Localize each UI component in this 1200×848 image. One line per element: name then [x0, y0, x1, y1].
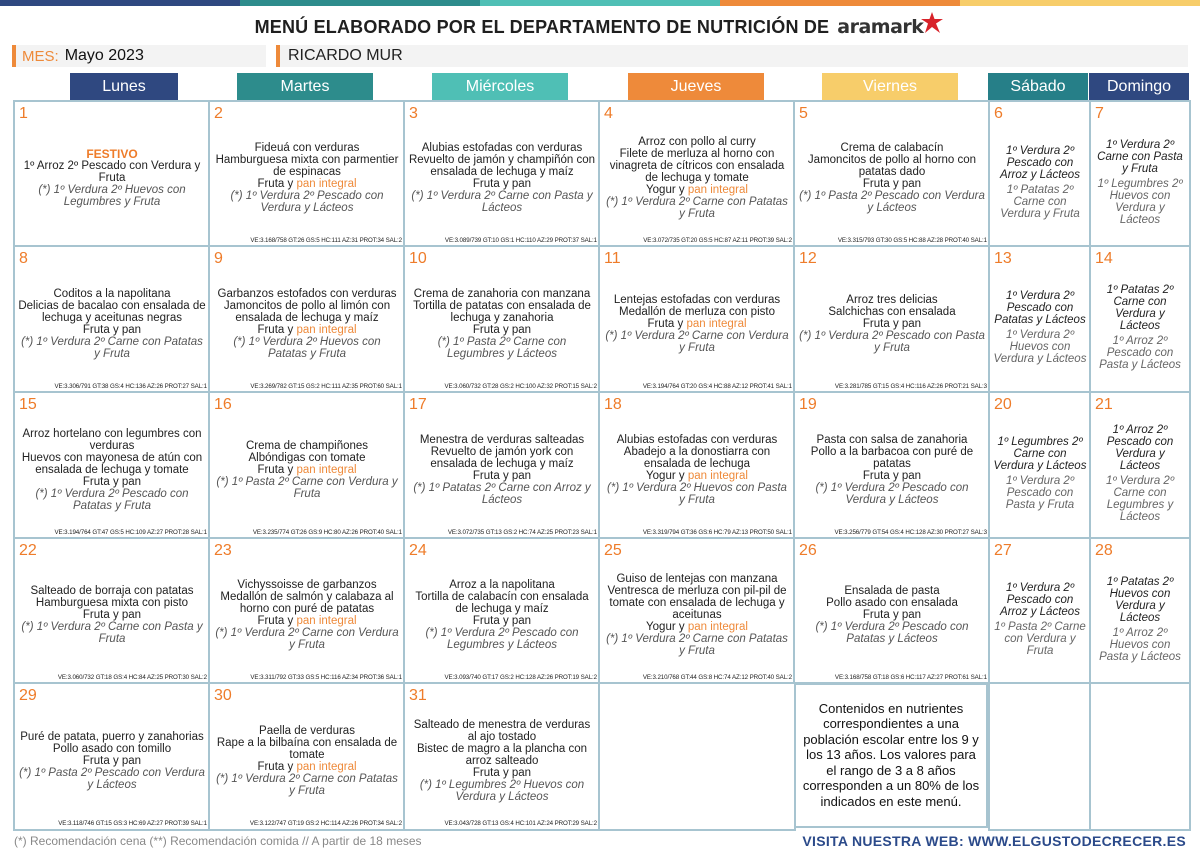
menu-dish: Bistec de magro a la plancha con arroz salteado: [416, 742, 588, 767]
nutrition-values: VE:3.194/764 GT:47 GS:5 HC:109 AZ:27 PROT:28 SAL:1: [54, 529, 207, 536]
day-cell: [1089, 537, 1191, 685]
month-label: MES:: [22, 47, 59, 65]
wholegrain-bread-label: pan integral: [296, 323, 357, 336]
menu-dish: Fruta y pan: [862, 609, 922, 621]
day-cell: [793, 537, 991, 685]
day-number: 16: [214, 396, 232, 413]
day-number: 21: [1095, 396, 1113, 413]
dinner-recommendation: (*) 1º Verdura 2º Huevos con Pasta y Fruta: [607, 481, 787, 506]
dinner-recommendation: (*) 1º Verdura 2º Carne con Patatas y Fruta: [21, 335, 203, 360]
menu-content: [18, 561, 206, 669]
footer-note: (*) Recomendación cena (**) Recomendación comida // A partir de 18 meses: [14, 834, 422, 848]
day-header-1: Martes: [237, 73, 373, 100]
menu-content: [408, 269, 596, 378]
aramark-logo: [837, 16, 945, 38]
day-number: 17: [409, 396, 427, 413]
menu-dish: Guiso de lentejas con manzana: [616, 573, 778, 585]
menu-content: [408, 124, 596, 232]
menu-dish: Salchichas con ensalada: [828, 305, 956, 318]
lunch-recommendation: 1º Patatas 2º Huevos con Verdura y Lácteos: [1106, 575, 1174, 624]
menu-content: [798, 124, 986, 232]
dinner-recommendation: (*) 1º Verdura 2º Pescado con Pasta y Fruta: [799, 329, 985, 354]
dinner-recommendation: 1º Arroz 2º Huevos con Pasta y Lácteos: [1099, 626, 1181, 663]
menu-content: [213, 124, 401, 232]
menu-content: [1094, 559, 1186, 679]
menu-dish: Ensalada de pasta: [844, 585, 940, 597]
day-number: 10: [409, 250, 427, 267]
bread-line: Fruta y pan integral: [257, 463, 357, 476]
website-link[interactable]: VISITA NUESTRA WEB: WWW.ELGUSTODECRECER.ES: [802, 833, 1186, 848]
menu-content: [18, 269, 206, 378]
day-cell: [988, 391, 1092, 540]
menu-dish: Alubias estofadas con verduras: [616, 433, 778, 446]
top-color-bar: [0, 0, 1200, 6]
school-name: RICARDO MUR: [276, 45, 1188, 67]
menu-dish: Fideuá con verduras: [254, 142, 360, 154]
menu-dish: Lentejas estofadas con verduras: [613, 293, 781, 306]
nutrition-values: VE:3.269/782 GT:15 GS:2 HC:111 AZ:35 PROT:60 SAL:1: [250, 383, 402, 390]
menu-dish: Fruta y pan: [82, 475, 142, 488]
dinner-recommendation: (*) 1º Verdura 2º Pescado con Verdura y Lácteos: [815, 481, 969, 506]
day-header-2: Miércoles: [432, 73, 568, 100]
menu-dish: Tortilla de calabacín con ensalada de lechuga y maíz: [415, 591, 589, 615]
wholegrain-bread-label: pan integral: [687, 184, 748, 196]
dinner-recommendation: (*) 1º Patatas 2º Carne con Arroz y Lácteos: [413, 481, 591, 506]
day-header-4: Viernes: [822, 73, 958, 100]
nutrition-values: VE:3.072/735 GT:13 GS:2 HC:74 AZ:25 PROT:23 SAL:1: [447, 529, 597, 536]
day-cell: [598, 682, 796, 831]
menu-content: [213, 269, 401, 378]
day-number: 11: [604, 250, 621, 267]
day-cell: [793, 391, 991, 540]
dinner-recommendation: 1º Verdura 2º Huevos con Verdura y Lácteos: [993, 329, 1087, 365]
nutrition-values: VE:3.194/764 GT:20 GS:4 HC:88 AZ:12 PROT:41 SAL:1: [642, 383, 792, 390]
bread-line: Fruta y pan integral: [257, 178, 357, 190]
dinner-recommendation: (*) 1º Legumbres 2º Huevos con Verdura y Lácteos: [419, 778, 585, 803]
day-number: 27: [994, 542, 1012, 559]
menu-content: [213, 706, 401, 815]
day-cell: [208, 537, 406, 685]
day-number: 28: [1095, 542, 1113, 559]
day-cell: [403, 245, 601, 394]
day-number: 9: [214, 250, 223, 267]
day-number: 25: [604, 542, 622, 559]
dinner-recommendation: (*) 1º Verdura 2º Pescado con Verdura y Lácteos: [230, 190, 384, 214]
menu-dish: Jamoncitos de pollo al limón con ensalada de lechuga y maíz: [223, 299, 391, 324]
day-number: 18: [604, 396, 622, 413]
dinner-recommendation: (*) 1º Verdura 2º Huevos con Patatas y Fruta: [233, 335, 381, 360]
day-cell: [403, 391, 601, 540]
star-figure-icon: [919, 11, 945, 35]
menu-content: [798, 269, 986, 378]
day-header-0: Lunes: [70, 73, 178, 100]
day-number: 23: [214, 542, 232, 559]
wholegrain-bread-label: pan integral: [687, 469, 748, 482]
nutrition-values: VE:3.118/746 GT:15 GS:3 HC:69 AZ:27 PROT:39 SAL:1: [58, 820, 207, 827]
menu-dish: Pollo a la barbacoa con puré de patatas: [810, 445, 974, 470]
menu-dish: Pollo asado con tomillo: [52, 742, 172, 755]
menu-dish: Medallón de merluza con pisto: [619, 305, 775, 318]
lunch-recommendation: 1º Legumbres 2º Carne con Verdura y Lácteos: [993, 436, 1087, 472]
day-cell: [403, 100, 601, 248]
menu-dish: Garbanzos estofados con verduras: [217, 287, 397, 300]
bread-line: Yogur y pan integral: [646, 621, 748, 633]
menu-dish: Jamoncitos de pollo al horno con patatas dado: [807, 154, 977, 178]
nutrition-values: VE:3.043/728 GT:13 GS:4 HC:101 AZ:24 PROT:29 SAL:2: [444, 820, 597, 827]
menu-dish: Medallón de salmón y calabaza al horno con puré de patatas: [220, 591, 394, 615]
wholegrain-bread-label: pan integral: [296, 178, 357, 190]
lunch-recommendation: 1º Verdura 2º Pescado con Arroz y Lácteos: [1000, 581, 1080, 618]
menu-content: [993, 413, 1087, 534]
month-value: Mayo 2023: [64, 47, 144, 64]
menu-content: [213, 415, 401, 524]
menu-dish: Arroz con pollo al curry: [638, 136, 756, 148]
bread-line: Yogur y pan integral: [646, 184, 748, 196]
menu-content: [408, 415, 596, 524]
nutrition-values: VE:3.235/774 GT:26 GS:9 HC:80 AZ:26 PROT:40 SAL:1: [252, 529, 402, 536]
dinner-recommendation: (*) 1º Verdura 2º Carne con Patatas y Fruta: [606, 196, 788, 220]
day-number: 20: [994, 396, 1012, 413]
menu-content: [408, 561, 596, 669]
day-cell: [598, 391, 796, 540]
day-cell: [1089, 245, 1191, 394]
day-number: 13: [994, 250, 1012, 267]
menu-dish: Fruta y pan: [862, 469, 922, 482]
day-cell: [1089, 391, 1191, 540]
dinner-recommendation: (*) 1º Verdura 2º Carne con Verdura y Fruta: [215, 627, 399, 651]
menu-dish: Hamburguesa mixta con parmentier de espinacas: [215, 154, 399, 178]
header: [0, 12, 1200, 42]
day-number: 7: [1095, 105, 1104, 122]
menu-dish: Pollo asado con ensalada: [826, 597, 958, 609]
nutrition-values: VE:3.060/732 GT:18 GS:4 HC:84 AZ:25 PROT:30 SAL:2: [57, 674, 207, 681]
day-header-6: Domingo: [1089, 73, 1189, 100]
nutrition-values: VE:3.256/779 GT:54 GS:4 HC:128 AZ:30 PROT:27 SAL:3: [834, 529, 987, 536]
day-cell: [988, 537, 1092, 685]
nutrition-values: VE:3.210/768 GT:44 GS:8 HC:74 AZ:12 PROT:40 SAL:2: [642, 674, 792, 681]
day-number: 1: [19, 105, 28, 122]
day-cell: [13, 100, 211, 248]
day-cell: [208, 682, 406, 831]
menu-dish: Arroz tres delicias: [846, 293, 938, 306]
day-number: 14: [1095, 250, 1113, 267]
dinner-recommendation: (*) 1º Verdura 2º Pescado con Legumbres y Lácteos: [425, 627, 579, 651]
menu-content: [18, 124, 206, 232]
menu-dish: Crema de calabacín: [840, 142, 944, 154]
dinner-recommendation: (*) 1º Verdura 2º Carne con Pasta y Fruta: [21, 621, 203, 645]
dinner-recommendation: (*) 1º Verdura 2º Carne con Verdura y Fruta: [605, 329, 789, 354]
lunch-recommendation: 1º Arroz 2º Pescado con Verdura y Lácteos: [1106, 424, 1174, 472]
day-cell: [13, 391, 211, 540]
nutrition-values: VE:3.315/793 GT:30 GS:5 HC:88 AZ:28 PROT:40 SAL:1: [837, 237, 987, 244]
day-number: 19: [799, 396, 817, 413]
nutrition-values: VE:3.168/758 GT:18 GS:6 HC:117 AZ:27 PROT:61 SAL:1: [834, 674, 987, 681]
day-number: 31: [409, 687, 427, 704]
menu-dish: Hamburguesa mixta con pisto: [35, 597, 189, 609]
nutrition-values: VE:3.168/758 GT:26 GS:5 HC:111 AZ:31 PROT:34 SAL:2: [250, 237, 402, 244]
dinner-recommendation: 1º Verdura 2º Pescado con Pasta y Fruta: [1005, 475, 1075, 511]
menu-dish: Crema de champiñones: [245, 439, 369, 452]
menu-content: [798, 561, 986, 669]
menu-content: [408, 706, 596, 815]
menu-dish: Vichyssoisse de garbanzos: [237, 579, 377, 591]
day-cell: [988, 100, 1092, 248]
wholegrain-bread-label: pan integral: [296, 463, 357, 476]
day-number: 3: [409, 105, 418, 122]
bread-line: Fruta y pan integral: [257, 323, 357, 336]
day-cell: [988, 682, 1092, 831]
day-cell: [208, 391, 406, 540]
menu-content: [993, 267, 1087, 388]
menu-dish: Revuelto de jamón y champiñón con ensalada de lechuga y maíz: [408, 154, 596, 178]
day-cell: [598, 245, 796, 394]
dinner-recommendation: 1º Arroz 2º Pescado con Pasta y Lácteos: [1099, 335, 1181, 371]
day-number: 29: [19, 687, 37, 704]
wholegrain-bread-label: pan integral: [296, 615, 357, 627]
menu-dish: Fruta y pan: [82, 609, 142, 621]
day-cell: [598, 537, 796, 685]
dinner-recommendation: (*) 1º Verdura 2º Pescado con Patatas y Lácteos: [815, 621, 969, 645]
menu-dish: Puré de patata, puerro y zanahorias: [20, 730, 204, 743]
menu-dish: Fruta y pan: [82, 754, 142, 767]
nutrition-values: VE:3.089/739 GT:10 GS:1 HC:110 AZ:29 PROT:37 SAL:1: [444, 237, 597, 244]
menu-dish: Fruta y pan: [862, 317, 922, 330]
day-number: 4: [604, 105, 613, 122]
menu-dish: Delicias de bacalao con ensalada de lechuga y aceitunas negras: [18, 299, 206, 324]
day-cell: [793, 100, 991, 248]
day-number: 6: [994, 105, 1003, 122]
menu-dish: Crema de zanahoria con manzana: [413, 287, 591, 300]
menu-dish: Ventresca de merluza con pil-pil de tomate con ensalada de lechuga y aceitunas: [607, 585, 787, 621]
nutrition-values: VE:3.093/740 GT:17 GS:2 HC:128 AZ:26 PROT:19 SAL:2: [444, 674, 597, 681]
day-number: 8: [19, 250, 28, 267]
day-cell: [1089, 682, 1191, 831]
day-cell: [598, 100, 796, 248]
menu-dish: Rape a la bilbaína con ensalada de tomate: [216, 736, 398, 761]
dinner-recommendation: (*) 1º Verdura 2º Carne con Patatas y Fruta: [606, 633, 788, 657]
day-number: 26: [799, 542, 817, 559]
menu-content: [1094, 267, 1186, 388]
dinner-recommendation: (*) 1º Verdura 2º Carne con Pasta y Lácteos: [411, 190, 593, 214]
day-cell: [13, 537, 211, 685]
bread-line: Fruta y pan integral: [257, 760, 357, 773]
wholegrain-bread-label: pan integral: [296, 760, 357, 773]
wholegrain-bread-label: pan integral: [687, 621, 748, 633]
menu-content: [603, 415, 791, 524]
bread-line: Yogur y pan integral: [646, 469, 748, 482]
menu-dish: Fruta y pan: [472, 766, 532, 779]
menu-dish: Pasta con salsa de zanahoria: [816, 433, 968, 446]
day-cell: [13, 682, 211, 831]
nutrition-values: VE:3.072/735 GT:20 GS:5 HC:87 AZ:11 PROT:39 SAL:2: [643, 237, 792, 244]
holiday-label: FESTIVO: [86, 147, 138, 161]
menu-dish: Arroz hortelano con legumbres con verduras: [22, 427, 202, 452]
menu-content: [18, 415, 206, 524]
nutrition-info-note: Contenidos en nutrientes correspondientes a una población escolar entre los 9 y los 13 años. Los valores para el rango de 3 a 8 años corresponden a un 80% de los indicados en este menú.: [794, 682, 988, 828]
menu-dish: Fruta y pan: [472, 469, 532, 482]
dinner-recommendation: (*) 1º Verdura 2º Huevos con Legumbres y Fruta: [38, 184, 186, 208]
menu-content: [993, 559, 1087, 679]
month-field: [12, 45, 266, 67]
menu-dish: Arroz a la napolitana: [449, 579, 555, 591]
menu-dish: Filete de merluza al horno con vinagreta de cítricos con ensalada de lechuga y tomate: [609, 148, 785, 184]
dinner-recommendation: (*) 1º Pasta 2º Carne con Verdura y Fruta: [216, 475, 398, 500]
wholegrain-bread-label: pan integral: [686, 317, 747, 330]
day-header-3: Jueves: [628, 73, 764, 100]
menu-dish: Revuelto de jamón york con ensalada de lechuga y maíz: [430, 445, 574, 470]
nutrition-values: VE:3.122/747 GT:19 GS:2 HC:114 AZ:26 PROT:34 SAL:2: [249, 820, 402, 827]
menu-content: [603, 124, 791, 232]
day-number: 12: [799, 250, 817, 267]
day-number: 30: [214, 687, 232, 704]
day-cell: [208, 245, 406, 394]
dinner-recommendation: (*) 1º Pasta 2º Pescado con Verdura y Lácteos: [19, 766, 205, 791]
day-number: 15: [19, 396, 37, 413]
menu-dish: Tortilla de patatas con ensalada de lechuga y zanahoria: [413, 299, 591, 324]
nutrition-values: VE:3.319/794 GT:36 GS:6 HC:79 AZ:13 PROT:50 SAL:1: [642, 529, 792, 536]
dinner-recommendation: (*) 1º Verdura 2º Pescado con Patatas y Fruta: [35, 487, 189, 512]
menu-content: [18, 706, 206, 815]
dinner-recommendation: 1º Pasta 2º Carne con Verdura y Fruta: [994, 620, 1086, 657]
nutrition-values: VE:3.281/785 GT:15 GS:4 HC:116 AZ:26 PROT:21 SAL:3: [834, 383, 987, 390]
dinner-recommendation: (*) 1º Verdura 2º Carne con Patatas y Fruta: [216, 772, 398, 797]
dinner-recommendation: 1º Legumbres 2º Huevos con Verdura y Lácteos: [1097, 177, 1183, 226]
menu-dish: Fruta y pan: [472, 615, 532, 627]
nutrition-values: VE:3.311/792 GT:33 GS:5 HC:116 AZ:34 PROT:36 SAL:1: [250, 674, 402, 681]
menu-dish: Menestra de verduras salteadas: [419, 433, 585, 446]
day-cell: [988, 245, 1092, 394]
lunch-recommendation: 1º Patatas 2º Carne con Verdura y Lácteos: [1106, 284, 1174, 332]
day-cell: [403, 537, 601, 685]
bread-line: Fruta y pan integral: [257, 615, 357, 627]
menu-dish: Salteado de menestra de verduras al ajo tostado: [413, 718, 591, 743]
bread-line: Fruta y pan integral: [647, 317, 747, 330]
lunch-recommendation: 1º Verdura 2º Carne con Pasta y Fruta: [1097, 138, 1183, 175]
menu-content: [603, 561, 791, 669]
menu-dish: Fruta y pan: [472, 323, 532, 336]
menu-content: [798, 415, 986, 524]
page-title: MENÚ ELABORADO POR EL DEPARTAMENTO DE NUTRICIÓN DE: [254, 16, 830, 37]
logo-text: aramark: [837, 16, 924, 38]
menu-dish: Albóndigas con tomate: [248, 451, 366, 464]
menu-content: [1094, 122, 1186, 242]
lunch-recommendation: 1º Verdura 2º Pescado con Patatas y Lácteos: [994, 290, 1086, 326]
dinner-recommendation: 1º Patatas 2º Carne con Verdura y Fruta: [1000, 183, 1080, 220]
day-cell: [208, 100, 406, 248]
day-cell: [793, 245, 991, 394]
menu-content: [603, 269, 791, 378]
menu-dish: Huevos con mayonesa de atún con ensalada de lechuga y tomate: [21, 451, 203, 476]
day-number: 2: [214, 105, 223, 122]
dinner-recommendation: (*) 1º Pasta 2º Pescado con Verdura y Lácteos: [799, 190, 985, 214]
menu-dish: Fruta y pan: [472, 178, 532, 190]
menu-content: [1094, 413, 1186, 534]
menu-dish: Coditos a la napolitana: [53, 287, 171, 300]
menu-dish: Fruta y pan: [82, 323, 142, 336]
menu-dish: Fruta y pan: [862, 178, 922, 190]
day-cell: [13, 245, 211, 394]
day-cell: [1089, 100, 1191, 248]
menu-dish: Alubias estofadas con verduras: [421, 142, 583, 154]
day-number: 22: [19, 542, 37, 559]
menu-dish: Salteado de borraja con patatas: [30, 585, 194, 597]
menu-dish: Paella de verduras: [259, 724, 355, 737]
day-header-5: Sábado: [988, 73, 1088, 100]
nutrition-values: VE:3.060/732 GT:28 GS:2 HC:100 AZ:32 PROT:15 SAL:2: [444, 383, 597, 390]
dinner-recommendation: (*) 1º Pasta 2º Carne con Legumbres y Lácteos: [437, 335, 567, 360]
lunch-recommendation: 1º Verdura 2º Pescado con Arroz y Lácteos: [1000, 144, 1080, 181]
menu-dish: Abadejo a la donostiarra con ensalada de lechuga: [623, 445, 771, 470]
day-cell: [403, 682, 601, 831]
dinner-recommendation: 1º Verdura 2º Carne con Legumbres y Lácteos: [1105, 475, 1175, 523]
menu-content: [993, 122, 1087, 242]
menu-content: [213, 561, 401, 669]
menu-dish: 1º Arroz 2º Pescado con Verdura y Fruta: [23, 160, 201, 184]
nutrition-values: VE:3.306/791 GT:38 GS:4 HC:136 AZ:26 PROT:27 SAL:1: [54, 383, 207, 390]
day-number: 24: [409, 542, 427, 559]
day-number: 5: [799, 105, 808, 122]
